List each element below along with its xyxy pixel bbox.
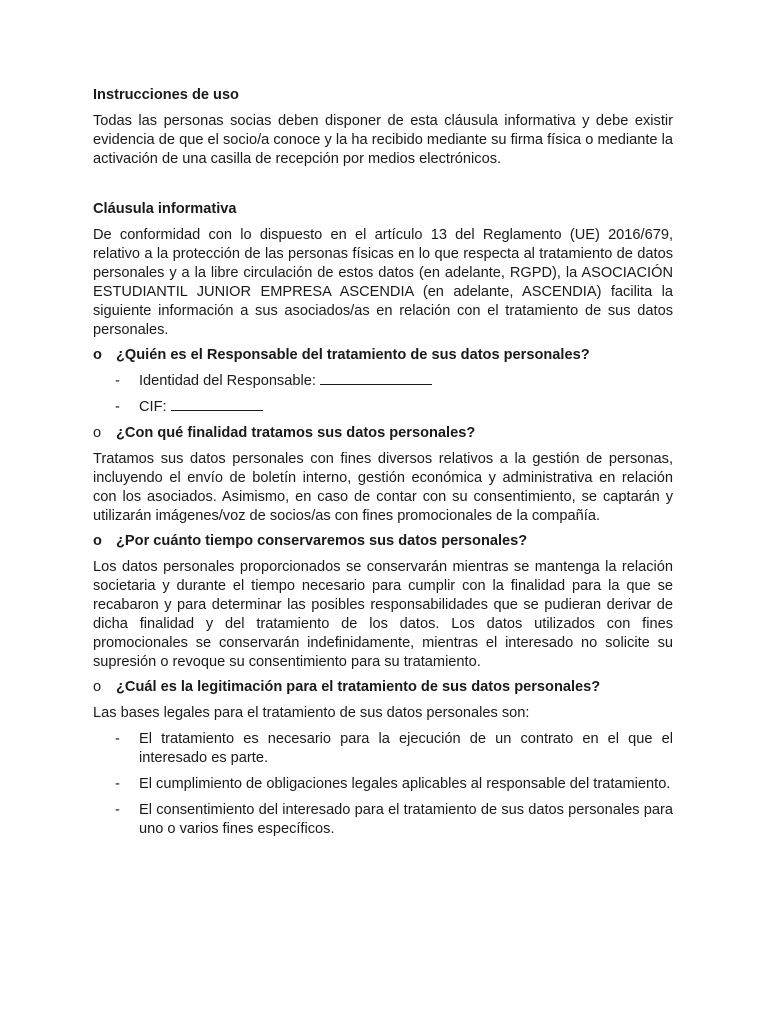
purpose-text: Tratamos sus datos personales con fines diversos relativos a la gestión de personas, incluyendo el envío de boletín interno, gestión económica y administrativa en relación con los asociados. Asimismo, en caso de contar con su consentimiento, se captarán y utilizarán imágenes/voz de socios/as con fines promocionales de la compañía.	[93, 451, 673, 524]
legal-basis-item	[93, 775, 673, 794]
dash-marker: -	[115, 731, 120, 747]
responsible-cif-line	[139, 398, 673, 417]
question-retention	[93, 532, 673, 551]
responsible-cif-label: CIF:	[139, 399, 167, 415]
question-purpose-text: ¿Con qué finalidad tratamos sus datos personales?	[116, 425, 476, 441]
responsible-identity-line	[139, 372, 673, 391]
instructions-title: Instrucciones de uso	[93, 87, 239, 103]
responsible-cif-blank	[171, 409, 263, 411]
dash-marker: -	[115, 399, 120, 415]
legitimation-intro: Las bases legales para el tratamiento de sus datos personales son:	[93, 705, 530, 721]
legal-basis-item	[93, 801, 673, 839]
instructions-text: Todas las personas socias deben disponer de esta cláusula informativa y debe existir evidencia de que el socio/a conoce y la ha recibido mediante su firma física o mediante la activación de una casilla de recepción por medios electrónicos.	[93, 113, 673, 167]
dash-marker: -	[115, 373, 120, 389]
question-purpose	[93, 424, 673, 443]
question-responsible	[93, 346, 673, 365]
legal-basis-item	[93, 730, 673, 768]
clause-intro: De conformidad con lo dispuesto en el artículo 13 del Reglamento (UE) 2016/679, relativo a la protección de las personas físicas en lo que respecta al tratamiento de datos personales y a la libre circulación de estos datos (en adelante, RGPD), la ASOCIACIÓN ESTUDIANTIL JUNIOR EMPRESA ASCENDIA (en adelante, ASCENDIA) facilita la siguiente información a sus asociados/as en relación con el tratamiento de sus datos personales.	[93, 227, 673, 338]
document-page	[93, 86, 673, 839]
dash-marker: -	[115, 802, 120, 818]
retention-text: Los datos personales proporcionados se conservarán mientras se mantenga la relación societaria y durante el tiempo necesario para cumplir con la finalidad para la que se recabaron y para determinar las posibles responsabilidades que se pudieran derivar de dicha finalidad y del tratamiento de los datos. Los datos utilizados con fines promocionales se conservarán indefinidamente, mientras el interesado no solicite su supresión o revoque su consentimiento para su tratamiento.	[93, 559, 673, 670]
responsible-cif-item	[93, 398, 673, 417]
question-legitimation	[93, 678, 673, 697]
responsible-identity-item	[93, 372, 673, 391]
legal-basis-contract: El tratamiento es necesario para la ejecución de un contrato en el que el interesado es parte.	[139, 731, 673, 766]
bullet-marker: o	[93, 425, 102, 441]
responsible-identity-blank	[320, 383, 432, 385]
question-retention-text: ¿Por cuánto tiempo conservaremos sus datos personales?	[116, 533, 528, 549]
bullet-marker: o	[93, 533, 102, 549]
question-legitimation-text: ¿Cuál es la legitimación para el tratamiento de sus datos personales?	[116, 679, 601, 695]
dash-marker: -	[115, 776, 120, 792]
bullet-marker: o	[93, 347, 102, 363]
responsible-identity-label: Identidad del Responsable:	[139, 373, 316, 389]
legal-basis-consent: El consentimiento del interesado para el tratamiento de sus datos personales para uno o varios fines específicos.	[139, 802, 673, 837]
question-responsible-text: ¿Quién es el Responsable del tratamiento de sus datos personales?	[116, 347, 590, 363]
clause-title: Cláusula informativa	[93, 201, 237, 217]
legal-basis-legal-obligation: El cumplimiento de obligaciones legales aplicables al responsable del tratamiento.	[139, 776, 671, 792]
bullet-marker: o	[93, 679, 102, 695]
